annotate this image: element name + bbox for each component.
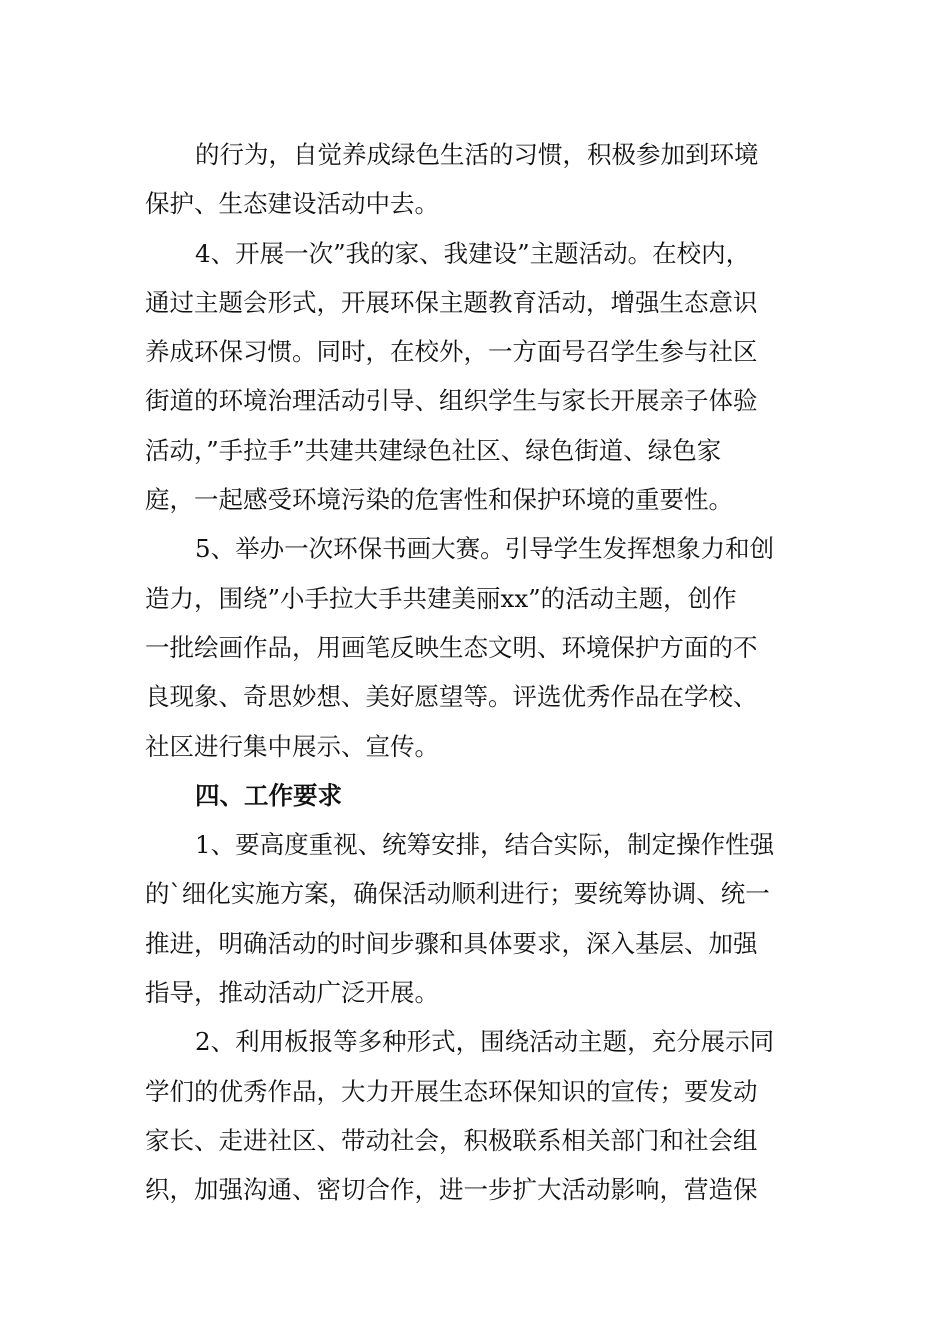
text-line: 活动，”手拉手”共建共建绿色社区、绿色街道、绿色家 bbox=[145, 435, 722, 465]
text-line: 社区进行集中展示、宣传。 bbox=[145, 731, 439, 761]
text-line: 造力，围绕”小手拉大手共建美丽xx”的活动主题，创作 bbox=[145, 583, 737, 613]
text-line: 良现象、奇思妙想、美好愿望等。评选优秀作品在学校、 bbox=[145, 682, 758, 712]
text-line: 街道的环境治理活动引导、组织学生与家长开展亲子体验 bbox=[145, 386, 758, 416]
text-line: 2、利用板报等多种形式，围绕活动主题，充分展示同 bbox=[195, 1027, 775, 1057]
text-line: 推进，明确活动的时间步骤和具体要求，深入基层、加强 bbox=[145, 928, 758, 958]
text-line: 养成环保习惯。同时，在校外，一方面号召学生参与社区 bbox=[145, 337, 758, 367]
text-line: 织，加强沟通、密切合作，进一步扩大活动影响，营造保 bbox=[145, 1175, 758, 1205]
text-line: 指导，推动活动广泛开展。 bbox=[145, 978, 439, 1008]
text-line: 的`细化实施方案，确保活动顺利进行；要统筹协调、统一 bbox=[145, 879, 770, 909]
document-body bbox=[145, 130, 815, 1215]
text-line: 家长、走进社区、带动社会，积极联系相关部门和社会组 bbox=[145, 1125, 758, 1155]
text-line: 学们的优秀作品，大力开展生态环保知识的宣传；要发动 bbox=[145, 1076, 758, 1106]
text-line: 4、开展一次”我的家、我建设”主题活动。在校内， bbox=[195, 238, 751, 268]
text-line: 通过主题会形式，开展环保主题教育活动，增强生态意识 bbox=[145, 287, 758, 317]
text-line: 一批绘画作品，用画笔反映生态文明、环境保护方面的不 bbox=[145, 632, 758, 662]
text-line: 的行为，自觉养成绿色生活的习惯，积极参加到环境 bbox=[195, 140, 759, 169]
text-line: 庭，一起感受环境污染的危害性和保护环境的重要性。 bbox=[145, 485, 733, 515]
text-line: 保护、生态建设活动中去。 bbox=[145, 189, 439, 219]
text-line: 1、要高度重视、统筹安排，结合实际，制定操作性强 bbox=[195, 830, 775, 860]
text-line: 5、举办一次环保书画大赛。引导学生发挥想象力和创 bbox=[195, 534, 775, 564]
section-heading: 四、工作要求 bbox=[195, 780, 342, 810]
